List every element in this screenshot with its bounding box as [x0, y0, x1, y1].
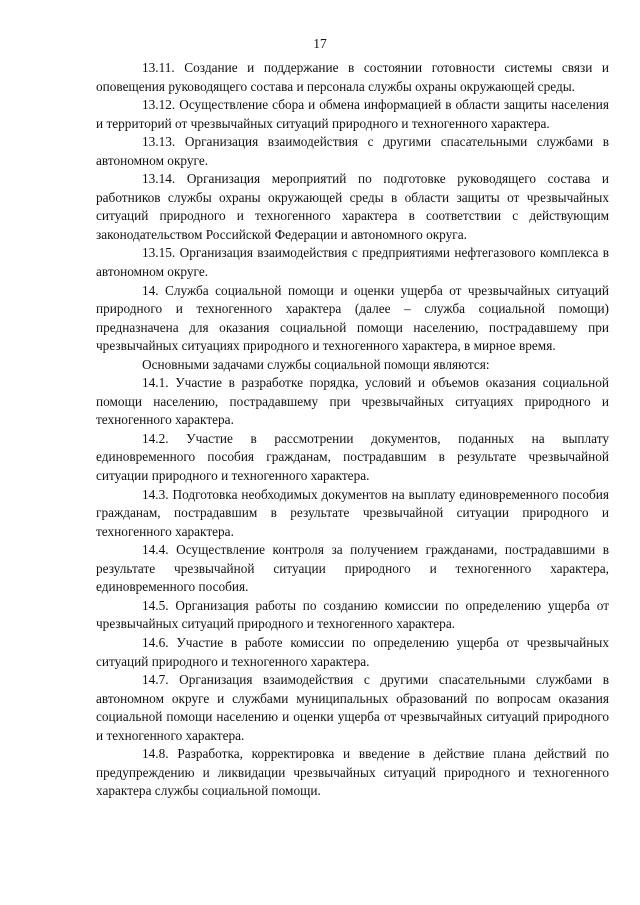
paragraph-tasks-intro: Основными задачами службы социальной помощи являются: — [142, 356, 490, 372]
paragraph-13-13: 13.13. Организация взаимодействия с другими спасательными службами в автономном округе. — [96, 134, 609, 168]
paragraph-14-2: 14.2. Участие в рассмотрении документов, поданных на выплату единовременного пособия гражданам, пострадавшим в результате чрезвычайной ситуации природного и техногенного характера. — [96, 430, 609, 484]
paragraph-14-6: 14.6. Участие в работе комиссии по определению ущерба от чрезвычайных ситуаций природного и техногенного характера. — [96, 634, 609, 669]
paragraph-13-14: 13.14. Организация мероприятий по подготовке руководящего состава и работников службы охраны окружающей среды в области защиты от чрезвычайных ситуаций природного и техногенного характера в соответствии с действующим законодательством Российской Федерации и автономного округа. — [96, 171, 609, 242]
paragraph-14-5: 14.5. Организация работы по созданию комиссии по определению ущерба от чрезвычайных ситуаций природного и техногенного характера. — [96, 597, 609, 632]
paragraph-14-8: 14.8. Разработка, корректировка и введение в действие плана действий по предупреждению и ликвидации чрезвычайных ситуаций природного и техногенного характера службы социальной помощи. — [96, 746, 609, 799]
document-body — [96, 59, 609, 801]
page-number: 17 — [313, 36, 327, 51]
paragraph-14-7: 14.7. Организация взаимодействия с другими спасательными службами в автономном округе и службами муниципальных образований по вопросам оказания социальной помощи населению и оценки ущерба от чрезвычайных ситуаций природного и техногенного характера. — [96, 672, 609, 743]
paragraph-14-1: 14.1. Участие в разработке порядка, условий и объемов оказания социальной помощи населению, пострадавшему при чрезвычайных ситуациях природного и техногенного характера. — [96, 375, 609, 428]
paragraph-13-15: 13.15. Организация взаимодействия с предприятиями нефтегазового комплекса в автономном округе. — [96, 245, 609, 280]
paragraph-14-3: 14.3. Подготовка необходимых документов на выплату единовременного пособия гражданам, пострадавшим в результате чрезвычайной ситуации природного и техногенного характера. — [96, 486, 609, 539]
paragraph-13-11: 13.11. Создание и поддержание в состоянии готовности системы связи и оповещения руководящего состава и персонала службы охраны окружающей среды. — [96, 60, 609, 94]
paragraph-14: 14. Служба социальной помощи и оценки ущерба от чрезвычайных ситуаций природного и техногенного характера (далее – служба социальной помощи) предназначена для оказания социальной помощи населению, пострадавшему при чрезвычайных ситуациях природного и техногенного характера, в мирное время. — [96, 282, 609, 354]
paragraph-13-12: 13.12. Осуществление сбора и обмена информацией в области защиты населения и территорий от чрезвычайных ситуаций природного и техногенного характера. — [96, 97, 609, 131]
paragraph-14-4: 14.4. Осуществление контроля за получением гражданами, пострадавшими в результате чрезвычайной ситуации природного и техногенного характера, единовременного пособия. — [96, 542, 609, 595]
